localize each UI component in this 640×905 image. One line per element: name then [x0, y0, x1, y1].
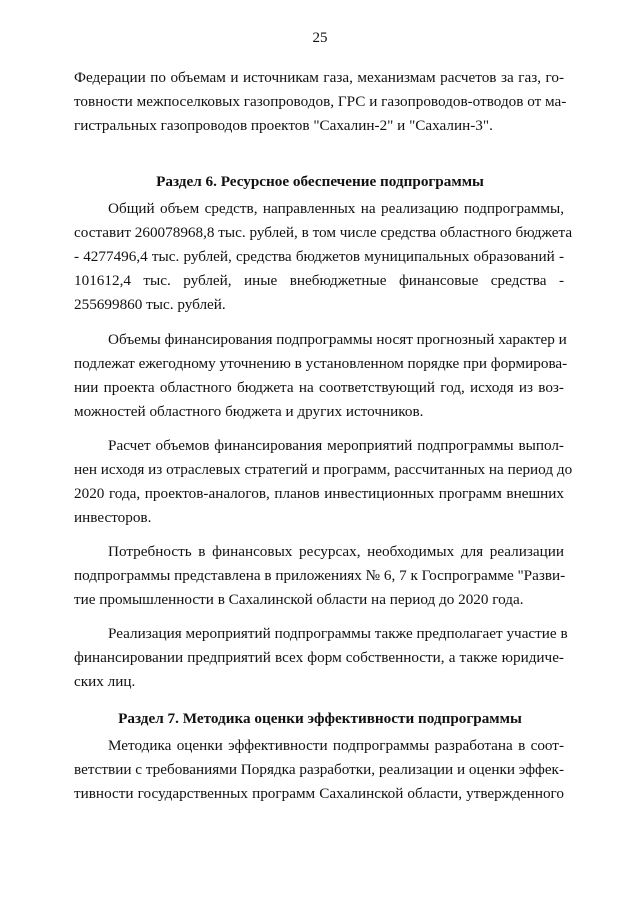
text-line: товности межпоселковых газопроводов, ГРС и газопроводов-отводов от ма- — [74, 93, 567, 110]
text-line: Расчет объемов финансирования мероприятий подпрограммы выпол- — [108, 437, 564, 454]
text-line: гистральных газопроводов проектов "Сахалин-2" и "Сахалин-3". — [74, 117, 493, 134]
text-line: нии проекта областного бюджета на соответствующий год, исходя из воз- — [74, 379, 564, 396]
text-line: подлежат ежегодному уточнению в установленном порядке при формирова- — [74, 355, 568, 372]
text-line: тие промышленности в Сахалинской области на период до 2020 года. — [74, 591, 524, 608]
text-line: финансировании предприятий всех форм собственности, а также юридиче- — [74, 649, 564, 666]
section-heading: Раздел 7. Методика оценки эффективности подпрограммы — [118, 710, 522, 727]
text-line: ских лиц. — [74, 673, 136, 690]
text-line: Объемы финансирования подпрограммы носят прогнозный характер и — [108, 331, 567, 348]
text-line: ветствии с требованиями Порядка разработки, реализации и оценки эффек- — [74, 761, 564, 778]
text-line: можностей областного бюджета и других источников. — [74, 403, 424, 420]
text-line: составит 260078968,8 тыс. рублей, в том числе средства областного бюджета — [74, 224, 573, 241]
section-heading: Раздел 6. Ресурсное обеспечение подпрограммы — [156, 173, 484, 190]
text-line: нен исходя из отраслевых стратегий и программ, рассчитанных на период до — [74, 461, 573, 478]
text-line: 255699860 тыс. рублей. — [74, 296, 226, 313]
text-line: 101612,4 тыс. рублей, иные внебюджетные финансовые средства - — [74, 272, 564, 289]
text-line: Общий объем средств, направленных на реализацию подпрограммы, — [108, 200, 564, 217]
text-line: Потребность в финансовых ресурсах, необходимых для реализации — [108, 543, 564, 560]
page-number: 25 — [312, 30, 328, 46]
text-line: Федерации по объемам и источникам газа, механизмам расчетов за газ, го- — [74, 69, 564, 86]
text-line: - 4277496,4 тыс. рублей, средства бюджетов муниципальных образований - — [74, 248, 564, 265]
text-line: тивности государственных программ Сахалинской области, утвержденного — [74, 785, 564, 802]
text-line: инвесторов. — [74, 509, 152, 526]
text-line: Реализация мероприятий подпрограммы также предполагает участие в — [108, 625, 568, 642]
text-line: 2020 года, проектов-аналогов, планов инвестиционных программ внешних — [74, 485, 564, 502]
text-line: Методика оценки эффективности подпрограммы разработана в соот- — [108, 737, 564, 754]
text-line: подпрограммы представлена в приложениях № 6, 7 к Госпрограмме "Разви- — [74, 567, 566, 584]
